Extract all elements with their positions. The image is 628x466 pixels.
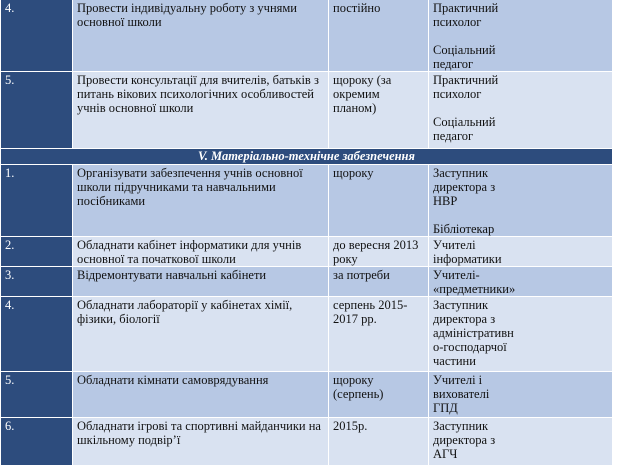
row-number: 3. [1, 267, 73, 297]
responsible-line: Практичний [433, 73, 499, 87]
row-number: 6. [1, 418, 73, 466]
responsible-gap [433, 29, 608, 43]
responsible-line: НВР [433, 194, 458, 208]
responsible-line: Соціальний [433, 115, 496, 129]
responsible-line: вихователі [433, 387, 490, 401]
term-cell: 2015р. [329, 418, 429, 466]
row-number: 4. [1, 0, 73, 72]
section-header-row [1, 149, 613, 165]
responsible-line: педагог [433, 129, 474, 143]
responsible-line: Заступник [433, 298, 489, 312]
term-cell: до вересня 2013 року [329, 237, 429, 267]
table-row [1, 267, 613, 297]
responsible-line: психолог [433, 87, 482, 101]
responsible-line: АГЧ [433, 447, 458, 461]
task-cell: Організувати забезпечення учнів основної школи підручниками та навчальними посібниками [73, 165, 329, 237]
responsible-line: ГПД [433, 401, 458, 415]
row-number: 2. [1, 237, 73, 267]
responsible-line: о-господарчої [433, 340, 507, 354]
responsible-line: Заступник [433, 419, 489, 433]
responsible-line: інформатики [433, 252, 502, 266]
responsible-line: директора з [433, 312, 496, 326]
table-row [1, 372, 613, 418]
row-number: 5. [1, 372, 73, 418]
responsible-gap [433, 101, 608, 115]
responsible-line: психолог [433, 15, 482, 29]
term-cell: щороку (за окремим планом) [329, 72, 429, 149]
term-cell: серпень 2015-2017 рр. [329, 297, 429, 372]
task-cell: Обладнати кімнати самоврядування [73, 372, 329, 418]
responsible-line: директора з [433, 180, 496, 194]
responsible-line: Учителі і [433, 373, 483, 387]
table-row [1, 297, 613, 372]
responsible-cell [429, 0, 613, 72]
task-cell: Обладнати ігрові та спортивні майданчики на шкільному подвір’ї [73, 418, 329, 466]
responsible-line: адміністративн [433, 326, 514, 340]
table-row [1, 237, 613, 267]
responsible-line: Соціальний [433, 43, 496, 57]
section-title: V. Матеріально-технічне забезпечення [1, 149, 613, 165]
responsible-line: Практичний [433, 1, 499, 15]
task-cell: Провести індивідуальну роботу з учнями основної школи [73, 0, 329, 72]
responsible-line: директора з [433, 433, 496, 447]
responsible-line: Бібліотекар [433, 222, 495, 236]
responsible-cell [429, 237, 613, 267]
term-cell: щороку (серпень) [329, 372, 429, 418]
responsible-cell [429, 165, 613, 237]
responsible-cell [429, 72, 613, 149]
row-number: 5. [1, 72, 73, 149]
term-cell: за потреби [329, 267, 429, 297]
table-row [1, 72, 613, 149]
term-cell: щороку [329, 165, 429, 237]
row-number: 4. [1, 297, 73, 372]
responsible-line: Учителі [433, 238, 476, 252]
responsible-gap [433, 208, 608, 222]
responsible-cell [429, 372, 613, 418]
task-cell: Обладнати кабінет інформатики для учнів основної та початкової школи [73, 237, 329, 267]
responsible-cell [429, 297, 613, 372]
table-row [1, 0, 613, 72]
table-row [1, 418, 613, 466]
responsible-cell [429, 267, 613, 297]
responsible-line: Учителі- [433, 268, 480, 282]
task-cell: Провести консультації для вчителів, батьків з питань вікових психологічних особливостей учнів основної школи [73, 72, 329, 149]
responsible-line: Заступник [433, 166, 489, 180]
task-cell: Відремонтувати навчальні кабінети [73, 267, 329, 297]
term-cell: постійно [329, 0, 429, 72]
responsible-line: педагог [433, 57, 474, 71]
responsible-line: «предметники» [433, 282, 516, 296]
row-number: 1. [1, 165, 73, 237]
responsible-cell [429, 418, 613, 466]
table-row [1, 165, 613, 237]
responsible-line: частини [433, 354, 476, 368]
task-cell: Обладнати лабораторії у кабінетах хімії, фізики, біології [73, 297, 329, 372]
